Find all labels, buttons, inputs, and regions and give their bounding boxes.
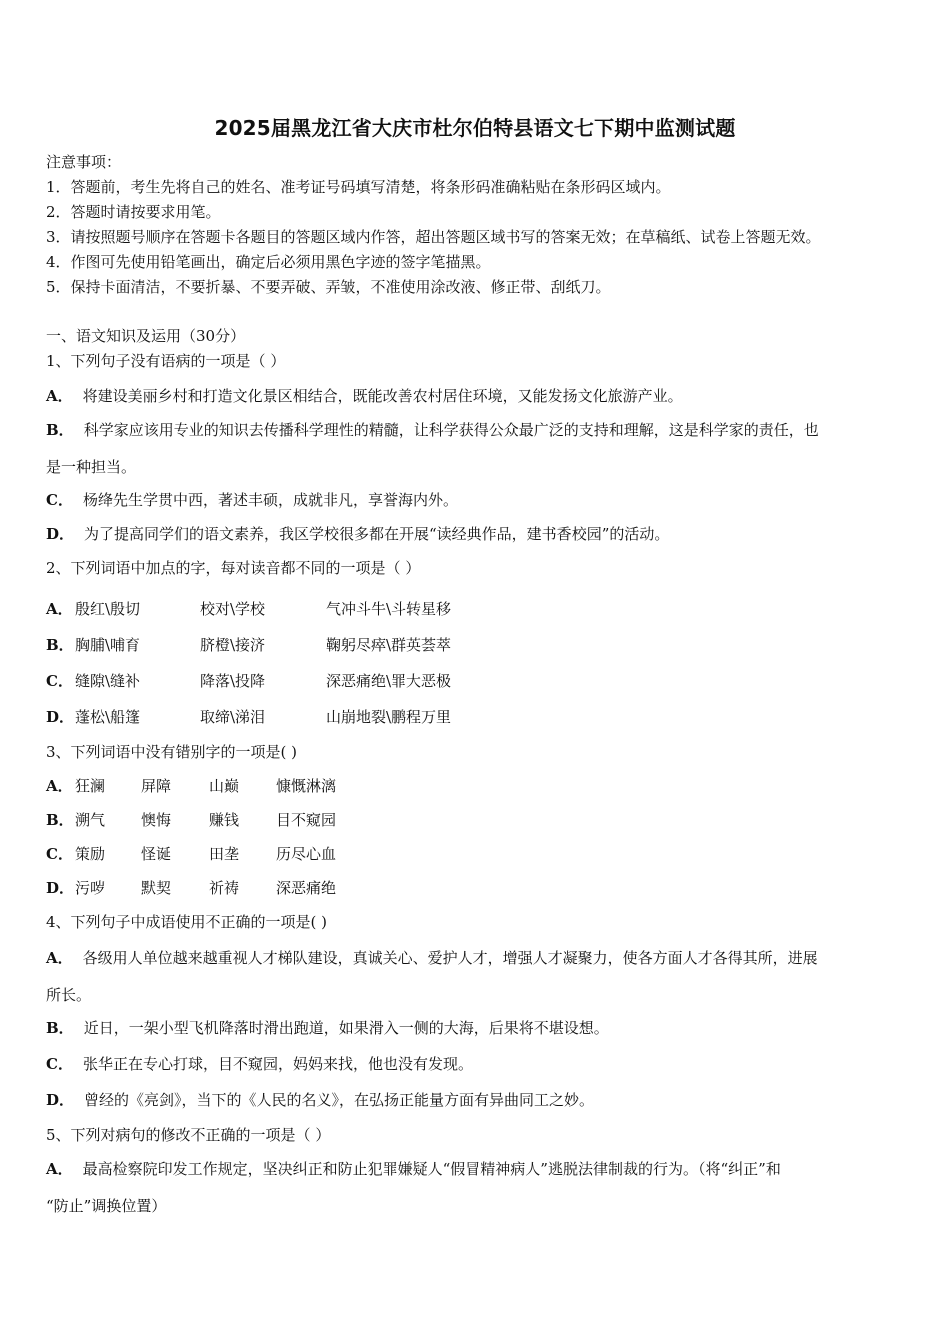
notice-item: 3．请按照题号顺序在答题卡各题目的答题区域内作答，超出答题区域书写的答案无效；在草稿纸、试卷上答题无效。 bbox=[46, 228, 821, 246]
option-text: 科学家应该用专业的知识去传播科学理性的精髓，让科学获得公众最广泛的支持和理解，这是科学家的责任，也 bbox=[83, 421, 819, 439]
option-letter: A． bbox=[46, 777, 73, 795]
notice-item: 1．答题前，考生先将自己的姓名、准考证号码填写清楚，将条形码准确粘贴在条形码区域内。 bbox=[46, 178, 671, 196]
option-letter: D． bbox=[46, 879, 75, 897]
option-word: 校对\学校 bbox=[200, 600, 266, 618]
option-letter: D． bbox=[46, 1091, 75, 1109]
option-letter: C． bbox=[46, 845, 73, 863]
option-word: 田垄 bbox=[209, 845, 240, 863]
option-word: 屏障 bbox=[141, 777, 172, 795]
option-word: 赚钱 bbox=[209, 811, 240, 829]
option-a bbox=[46, 948, 818, 968]
option-text: 杨绛先生学贯中西，著述丰硕，成就非凡，享誉海内外。 bbox=[82, 491, 458, 509]
option-d bbox=[46, 1090, 594, 1110]
page-title: 2025届黑龙江省大庆市杜尔伯特县语文七下期中监测试题 bbox=[214, 116, 736, 140]
option-word: 山巅 bbox=[209, 777, 240, 795]
option-word: 懊悔 bbox=[141, 811, 172, 829]
option-a bbox=[46, 1159, 781, 1179]
option-text: 为了提高同学们的语文素养，我区学校很多都在开展“读经典作品，建书香校园”的活动。 bbox=[84, 525, 670, 543]
option-text: 曾经的《亮剑》，当下的《人民的名义》，在弘扬正能量方面有异曲同工之妙。 bbox=[84, 1091, 595, 1109]
option-word: 溯气 bbox=[75, 811, 106, 829]
option-letter: A． bbox=[46, 600, 73, 618]
option-word: 祈祷 bbox=[209, 879, 240, 897]
question-stem: 4、下列句子中成语使用不正确的一项是( ) bbox=[46, 913, 328, 931]
option-word: 怪诞 bbox=[141, 845, 172, 863]
option-letter: C． bbox=[46, 491, 73, 509]
option-d bbox=[46, 524, 669, 544]
option-text: 张华正在专心打球，目不窥园，妈妈来找，他也没有发现。 bbox=[82, 1055, 473, 1073]
option-word: 取缔\涕泪 bbox=[200, 708, 266, 726]
option-letter: A． bbox=[46, 949, 73, 967]
notice-heading: 注意事项： bbox=[46, 153, 122, 171]
option-word: 脐橙\接济 bbox=[200, 636, 266, 654]
option-word: 慷慨淋漓 bbox=[276, 777, 337, 795]
option-letter: C． bbox=[46, 672, 73, 690]
question-stem: 1、下列句子没有语病的一项是（ ） bbox=[46, 352, 286, 370]
option-word: 气冲斗牛\斗转星移 bbox=[326, 600, 452, 618]
notice-item: 5．保持卡面清洁，不要折暴、不要弄破、弄皱，不准使用涂改液、修正带、刮纸刀。 bbox=[46, 278, 611, 296]
option-letter: D． bbox=[46, 708, 75, 726]
option-b-continued: 是一种担当。 bbox=[46, 458, 137, 476]
notice-item: 4．作图可先使用铅笔画出，确定后必须用黑色字迹的签字笔描黑。 bbox=[46, 253, 491, 271]
option-word: 目不窥园 bbox=[276, 811, 337, 829]
option-word: 深恶痛绝 bbox=[276, 879, 337, 897]
option-word: 缝隙\缝补 bbox=[75, 672, 141, 690]
option-a-continued: 所长。 bbox=[46, 986, 92, 1004]
option-word: 策励 bbox=[75, 845, 106, 863]
option-letter: B． bbox=[46, 636, 74, 654]
option-text: 各级用人单位越来越重视人才梯队建设，真诚关心、爱护人才，增强人才凝聚力，使各方面人才各得其所，进展 bbox=[82, 949, 818, 967]
option-letter: B． bbox=[46, 421, 74, 439]
option-letter: C． bbox=[46, 1055, 73, 1073]
option-word: 山崩地裂\鹏程万里 bbox=[326, 708, 452, 726]
option-word: 历尽心血 bbox=[276, 845, 337, 863]
option-word: 污哕 bbox=[75, 879, 106, 897]
option-c bbox=[46, 490, 458, 510]
option-b bbox=[46, 420, 819, 440]
option-letter: A． bbox=[46, 1160, 73, 1178]
option-word: 殷红\殷切 bbox=[75, 600, 141, 618]
option-c bbox=[46, 1054, 473, 1074]
option-text: 近日，一架小型飞机降落时滑出跑道，如果滑入一侧的大海，后果将不堪设想。 bbox=[83, 1019, 609, 1037]
option-text: 最高检察院印发工作规定，坚决纠正和防止犯罪嫌疑人“假冒精神病人”逃脱法律制裁的行为。（将“纠正”和 bbox=[82, 1160, 781, 1178]
option-a bbox=[46, 386, 683, 406]
option-word: 降落\投降 bbox=[200, 672, 266, 690]
option-a-continued: “防止”调换位置） bbox=[46, 1197, 167, 1215]
question-stem: 5、下列对病句的修改不正确的一项是（ ） bbox=[46, 1126, 331, 1144]
option-word: 鞠躬尽瘁\群英荟萃 bbox=[326, 636, 452, 654]
option-letter: B． bbox=[46, 811, 74, 829]
option-letter: B． bbox=[46, 1019, 74, 1037]
option-word: 默契 bbox=[141, 879, 172, 897]
option-text: 将建设美丽乡村和打造文化景区相结合，既能改善农村居住环境，又能发扬文化旅游产业。 bbox=[82, 387, 683, 405]
notice-item: 2．答题时请按要求用笔。 bbox=[46, 203, 221, 221]
option-word: 胸脯\哺育 bbox=[75, 636, 141, 654]
question-stem: 3、下列词语中没有错别字的一项是( ) bbox=[46, 743, 298, 761]
option-b bbox=[46, 1018, 609, 1038]
option-word: 狂澜 bbox=[75, 777, 106, 795]
option-word: 深恶痛绝\罪大恶极 bbox=[326, 672, 452, 690]
option-word: 蓬松\船篷 bbox=[75, 708, 141, 726]
option-letter: D． bbox=[46, 525, 75, 543]
section-heading: 一、语文知识及运用（30分） bbox=[46, 327, 246, 345]
option-letter: A． bbox=[46, 387, 73, 405]
question-stem: 2、下列词语中加点的字，每对读音都不同的一项是（ ） bbox=[46, 559, 421, 577]
